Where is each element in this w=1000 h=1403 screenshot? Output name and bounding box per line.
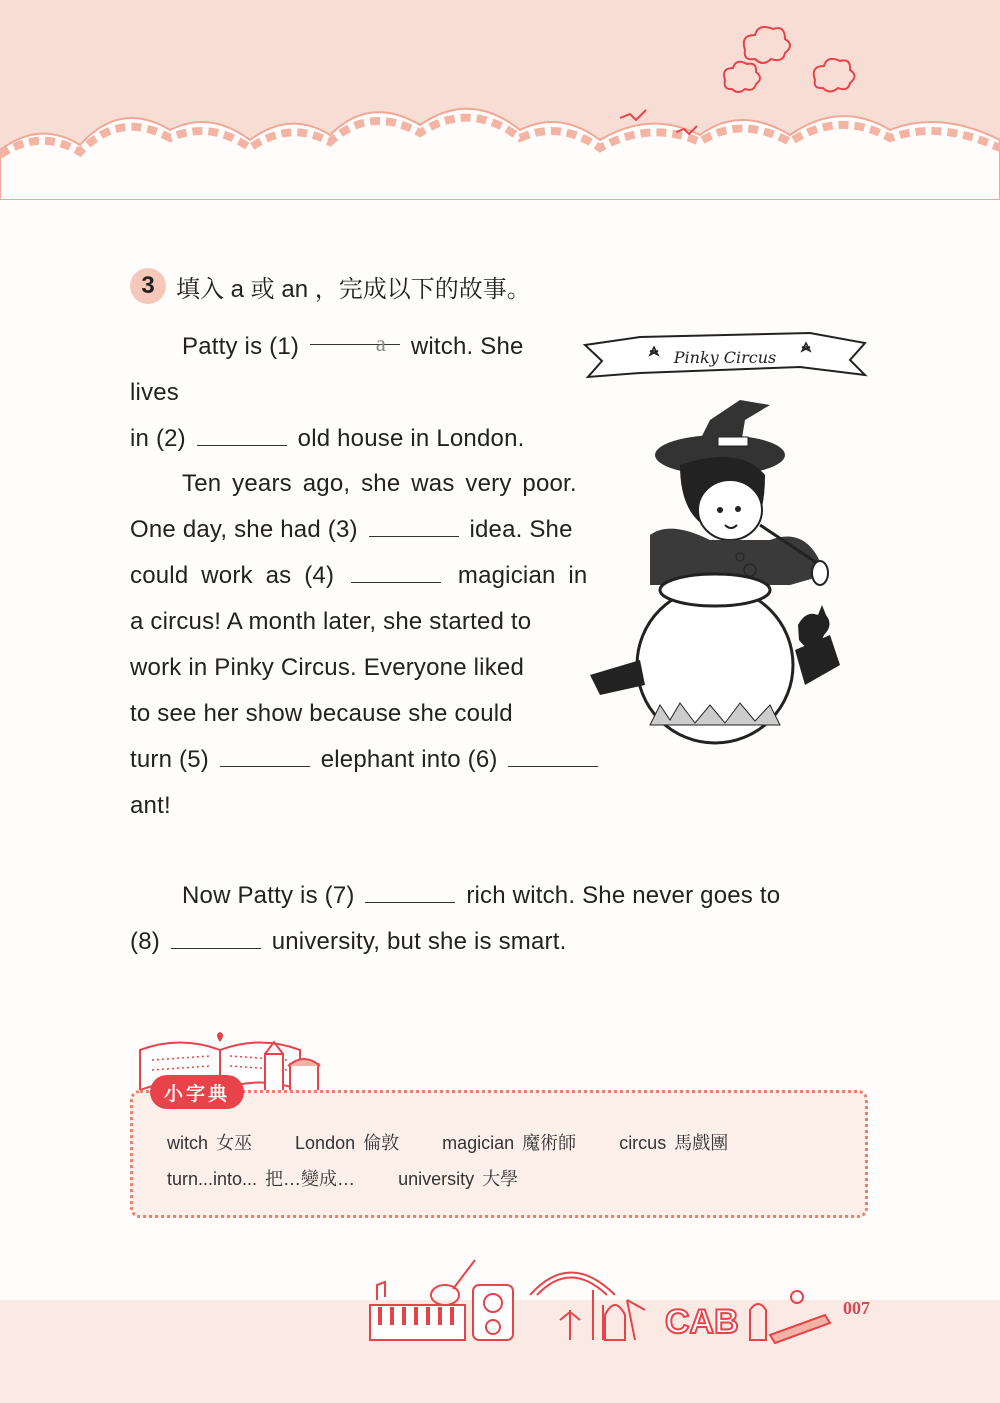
footer-doodle-decoration [365,1255,835,1345]
dict-word: London [295,1133,356,1153]
text-segment: university, but she is smart. [271,928,567,955]
dict-word: circus [619,1133,667,1153]
instruction-text: 填入 a 或 an ，完成以下的故事。 [176,275,531,303]
answer-blank-3[interactable] [369,516,459,537]
dict-word: university [398,1169,475,1189]
page-number: 007 [843,1298,870,1318]
answer-blank-6[interactable] [508,746,598,767]
story-paragraph-3 [130,873,830,965]
text-segment: could work as (4) [130,562,335,589]
text-segment: idea. She [469,516,573,543]
footer-sign-text: CAB [665,1303,739,1341]
exercise-instruction [130,268,531,304]
text-line: a circus! A month later, she started to [130,608,532,635]
dictionary-box [130,1090,868,1218]
dict-meaning: 倫敦 [363,1133,400,1153]
answer-blank-5[interactable] [220,746,310,767]
answer-blank-2[interactable] [197,425,287,446]
text-segment: magician in [457,562,588,589]
story-paragraph-2 [130,461,610,829]
text-segment: turn (5) [130,746,209,773]
text-segment: in (2) [130,425,186,452]
text-segment: One day, she had (3) [130,516,358,543]
dictionary-title-badge: 小字典 [150,1075,244,1109]
dict-word: turn...into... [167,1169,258,1189]
text-segment: (8) [130,928,160,955]
dictionary-row-2 [167,1165,526,1191]
text-line: work in Pinky Circus. Everyone liked [130,654,525,681]
dict-meaning: 馬戲團 [674,1133,729,1153]
dict-word: witch [167,1133,209,1153]
answer-blank-7[interactable] [365,882,455,903]
banner-text: Pinky Circus [673,348,777,367]
story-paragraph-1 [130,324,570,462]
answer-blank-8[interactable] [171,928,261,949]
text-segment: elephant into (6) [320,746,498,773]
text-line: to see her show because she could [130,700,513,727]
text-line: ant! [130,792,171,819]
sample-answer: a [375,331,387,356]
dict-meaning: 大學 [482,1169,519,1189]
header-cloud-decoration [0,0,1000,200]
dictionary-row-1 [167,1129,736,1155]
text-segment: Patty is (1) [182,333,300,360]
witch-illustration [580,325,870,745]
text-segment: rich witch. She never goes to [466,882,781,909]
dict-meaning: 把…變成… [265,1169,356,1189]
answer-blank-4[interactable] [351,562,441,583]
dict-word: magician [442,1133,515,1153]
text-segment: old house in London. [297,425,525,452]
text-segment: Now Patty is (7) [182,882,355,909]
dict-meaning: 女巫 [216,1133,253,1153]
dict-meaning: 魔術師 [522,1133,577,1153]
exercise-number-badge: 3 [130,268,166,304]
text-segment: witch. She lives [130,333,524,406]
text-line: Ten years ago, she was very poor. [182,470,577,497]
answer-blank-1[interactable] [310,324,400,356]
